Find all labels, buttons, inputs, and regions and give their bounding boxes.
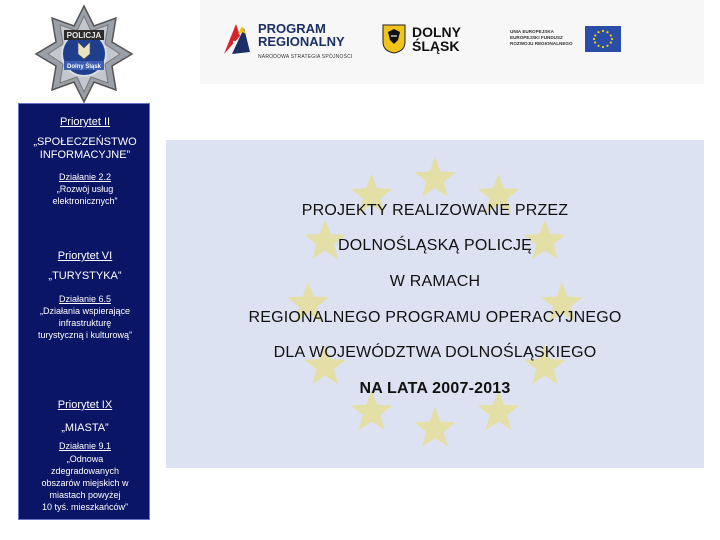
- action-6-5-line3: turystyczną i kulturową”: [37, 330, 133, 340]
- action-2-2-line2: elektronicznych”: [52, 196, 118, 206]
- dolny-slask-line1: DOLNY: [412, 24, 461, 40]
- program-line1: PROGRAM: [258, 21, 326, 36]
- heading-line-2: DOLNOŚLĄSKĄ POLICJĘ: [337, 237, 533, 254]
- priorities-sidebar: [18, 103, 150, 520]
- priority-9-title: „MIASTA”: [61, 422, 109, 434]
- dolny-slask-line2: ŚLĄSK: [412, 38, 460, 54]
- action-6-5-label: Działanie 6.5: [58, 294, 112, 304]
- eu-star-icon: [414, 157, 456, 197]
- badge-text-top: POLICJA: [66, 31, 102, 40]
- action-2-2-label: Działanie 2.2: [58, 172, 112, 182]
- eagle-crest-icon: [382, 24, 406, 54]
- heading-line-1: PROJEKTY REALIZOWANE PRZEZ: [301, 202, 569, 219]
- heading-line-4: REGIONALNEGO PROGRAMU OPERACYJNEGO: [248, 309, 622, 326]
- action-9-1-line2: zdegradowanych: [50, 466, 120, 476]
- action-2-2-line1: „Rozwój usług: [56, 184, 114, 194]
- badge-text-bottom: Dolny Śląsk: [66, 64, 102, 70]
- program-subtitle: NARODOWA STRATEGIA SPÓJNOŚCI: [258, 54, 353, 60]
- action-6-5-line2: infrastrukturę: [58, 318, 112, 328]
- priority-2-heading: Priorytet II: [59, 116, 111, 128]
- dolny-slask-logo: [382, 22, 472, 62]
- logos-banner: [200, 0, 704, 84]
- eu-star-icon: [414, 407, 456, 447]
- priority-2-title-line2: INFORMACYJNE”: [39, 149, 131, 161]
- eu-line2: EUROPEJSKI FUNDUSZ: [510, 35, 563, 40]
- eu-stars-background-icon: [166, 140, 704, 468]
- program-line2: REGIONALNY: [258, 34, 345, 49]
- heading-line-6: NA LATA 2007-2013: [359, 380, 511, 397]
- heading-line-3: W RAMACH: [389, 273, 481, 290]
- program-regionalny-mark-icon: [222, 22, 252, 56]
- eu-fund-logo: [510, 26, 620, 56]
- eu-line1: UNIA EUROPEJSKA: [510, 29, 554, 34]
- program-regionalny-logo: [222, 16, 357, 64]
- action-9-1-label: Działanie 9.1: [58, 441, 112, 451]
- eu-flag-icon: [585, 26, 621, 52]
- heading-line-5: DLA WOJEWÓDZTWA DOLNOŚLĄSKIEGO: [273, 344, 597, 361]
- priority-6-heading: Priorytet VI: [57, 250, 113, 262]
- action-6-5-line1: „Działania wspierające: [39, 306, 131, 316]
- eu-line3: ROZWOJU REGIONALNEGO: [510, 41, 573, 46]
- priority-6-title: „TURYSTYKA”: [48, 270, 122, 282]
- action-9-1-line4: miastach powyżej: [49, 490, 121, 500]
- police-badge-logo: [34, 4, 134, 104]
- eu-stars-panel: [166, 140, 704, 468]
- priority-9-heading: Priorytet IX: [57, 399, 113, 411]
- priority-2-title-line1: „SPOŁECZEŃSTWO: [33, 136, 137, 148]
- action-9-1-line3: obszarów miejskich w: [41, 478, 129, 488]
- action-9-1-line1: „Odnowa: [66, 454, 104, 464]
- action-9-1-line5: 10 tyś. mieszkańców”: [41, 502, 129, 512]
